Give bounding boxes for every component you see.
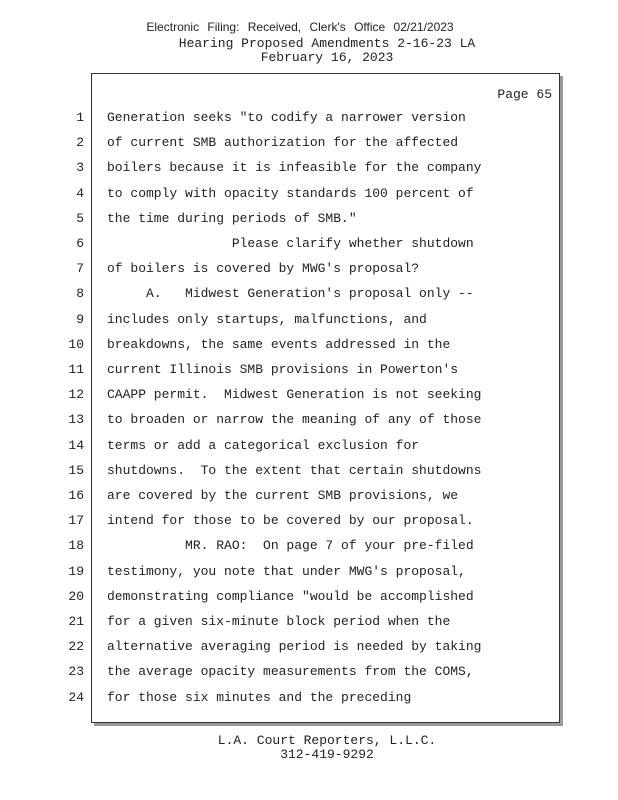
footer-company: L.A. Court Reporters, L.L.C.: [217, 733, 437, 748]
line-number: 18: [68, 538, 84, 553]
line-number: 8: [76, 286, 84, 301]
transcript-line: the average opacity measurements from the COMS,: [107, 664, 474, 679]
transcript-line: includes only startups, malfunctions, and: [107, 312, 427, 327]
transcript-line: to broaden or narrow the meaning of any of those: [107, 412, 482, 427]
line-number: 21: [68, 614, 84, 629]
line-number: 2: [76, 135, 84, 150]
line-number: 14: [68, 438, 84, 453]
transcript-line: for those six minutes and the preceding: [107, 690, 412, 705]
transcript-line: of boilers is covered by MWG's proposal?: [107, 261, 420, 276]
line-number: 13: [68, 412, 84, 427]
footer-phone: 312-419-9292: [280, 747, 374, 762]
filing-stamp: Electronic Filing: Received, Clerk's Office 02/21/2023: [146, 20, 454, 34]
line-number: 22: [68, 639, 84, 654]
transcript-line: alternative averaging period is needed by taking: [107, 639, 482, 654]
transcript-line: the time during periods of SMB.": [107, 211, 357, 226]
header-date: February 16, 2023: [260, 50, 394, 65]
line-number: 19: [68, 564, 84, 579]
line-number: 17: [68, 513, 84, 528]
transcript-line: breakdowns, the same events addressed in the: [107, 337, 451, 352]
transcript-line: terms or add a categorical exclusion for: [107, 438, 420, 453]
line-number: 1: [76, 110, 84, 125]
line-number: 11: [68, 362, 84, 377]
transcript-line: shutdowns. To the extent that certain shutdowns: [107, 463, 482, 478]
transcript-line: to comply with opacity standards 100 percent of: [107, 186, 474, 201]
transcript-line: CAAPP permit. Midwest Generation is not seeking: [107, 387, 482, 402]
line-number: 24: [68, 690, 84, 705]
transcript-line: Generation seeks "to codify a narrower version: [107, 110, 466, 125]
line-number: 9: [76, 312, 84, 327]
transcript-line: MR. RAO: On page 7 of your pre-filed: [107, 538, 474, 553]
line-number: 15: [68, 463, 84, 478]
line-number: 6: [76, 236, 84, 251]
line-number: 10: [68, 337, 84, 352]
transcript-line: demonstrating compliance "would be accomplished: [107, 589, 474, 604]
header-title: Hearing Proposed Amendments 2-16-23 LA: [178, 36, 476, 51]
transcript-line: A. Midwest Generation's proposal only --: [107, 286, 474, 301]
line-number: 5: [76, 211, 84, 226]
transcript-line: for a given six-minute block period when the: [107, 614, 451, 629]
transcript-line: intend for those to be covered by our proposal.: [107, 513, 474, 528]
page-number: Page 65: [497, 87, 552, 102]
transcript-line: boilers because it is infeasible for the company: [107, 160, 482, 175]
transcript-line: current Illinois SMB provisions in Powerton's: [107, 362, 459, 377]
line-number: 4: [76, 186, 84, 201]
transcript-line: of current SMB authorization for the affected: [107, 135, 459, 150]
line-number: 23: [68, 664, 84, 679]
line-number: 16: [68, 488, 84, 503]
transcript-line: testimony, you note that under MWG's proposal,: [107, 564, 466, 579]
transcript-line: Please clarify whether shutdown: [107, 236, 474, 251]
line-number: 20: [68, 589, 84, 604]
line-number: 7: [76, 261, 84, 276]
line-number: 3: [76, 160, 84, 175]
transcript-line: are covered by the current SMB provisions, we: [107, 488, 459, 503]
line-number: 12: [68, 387, 84, 402]
